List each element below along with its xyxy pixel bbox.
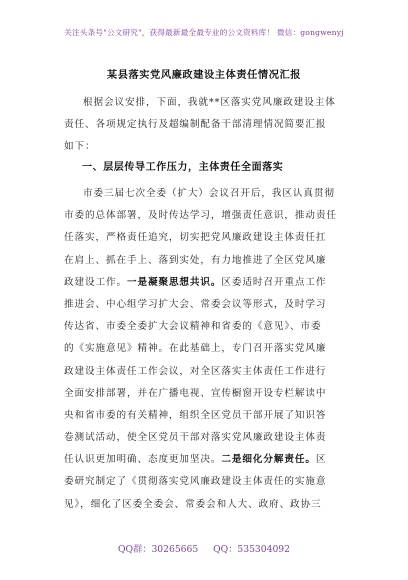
qq-number: QQ：535304092 xyxy=(213,544,290,555)
body-text: 任认识更加明确、态度更加坚决。 xyxy=(64,454,222,466)
body-line: 的《实施意见》精神。在此基础上，专门召开落实党风廉 xyxy=(64,343,327,355)
point-two-heading: 二是细化分解责任。 xyxy=(221,454,316,466)
body-text: 区委适时召开重点工作 xyxy=(221,276,327,288)
body-line: 市委三届七次全委（扩大）会议召开后，我区认真贯彻 xyxy=(83,188,335,199)
body-text: 区 xyxy=(315,454,327,466)
body-line: 传达省、市委全委扩大会议精神和省委的《意见》、市委 xyxy=(64,321,322,333)
body-line: 在肩上、抓在手上、落到实处，有力地推进了全区党风廉 xyxy=(64,254,327,266)
body-line xyxy=(64,272,346,294)
intro-line: 根据会议安排，下面，我就**区落实党风廉政建设主体 xyxy=(83,97,336,108)
body-line: 市委的总体部署，及时传达学习，增强责任意识，推动责任 xyxy=(64,210,337,222)
body-line: 见》，细化了区委全委会、常委会和人大、政府、政协三 xyxy=(64,498,322,510)
footer-contact xyxy=(0,541,408,555)
body-line: 央和省市委的有关精神，组织全区党员干部开展了知识答 xyxy=(64,409,327,421)
intro-line: 如下： xyxy=(64,141,96,153)
intro-paragraph xyxy=(64,92,346,159)
header-note: 关注头条号"公文研究"，获得最新最全最专业的公文资料库！ 微信：gongwenyj xyxy=(64,28,344,37)
body-line: 推进会、中心组学习扩大会、常委会议等形式，及时学习 xyxy=(64,298,327,310)
body-line: 委研究制定了《贯彻落实党风廉政建设主体责任的实施意 xyxy=(64,476,327,488)
body-line: 全面安排部署，并在广播电视、宣传橱窗开设专栏解读中 xyxy=(64,387,327,399)
body-line: 卷测试活动，使全区党员干部对落实党风廉政建设主体责 xyxy=(64,432,327,444)
body-line: 任落实，严格责任追究，切实把党风廉政建设主体责任扛 xyxy=(64,232,327,244)
point-one-heading: 一是凝聚思想共识。 xyxy=(126,276,222,288)
intro-line: 责任、各项规定执行及超编制配备干部清理情况简要汇报 xyxy=(64,119,327,131)
body-line: 政建设主体责任工作会议，对全区落实主体责任工作进行 xyxy=(64,365,327,377)
body-line xyxy=(64,449,346,471)
body-paragraph xyxy=(64,183,346,516)
qq-group: QQ群：30265665 xyxy=(118,544,199,555)
body-text: 政建设工作。 xyxy=(64,276,127,288)
document-title: 某县落实党风廉政建设主体责任情况汇报 xyxy=(106,69,302,81)
section-heading: 一、层层传导工作压力，主体责任全面落实 xyxy=(82,162,284,173)
